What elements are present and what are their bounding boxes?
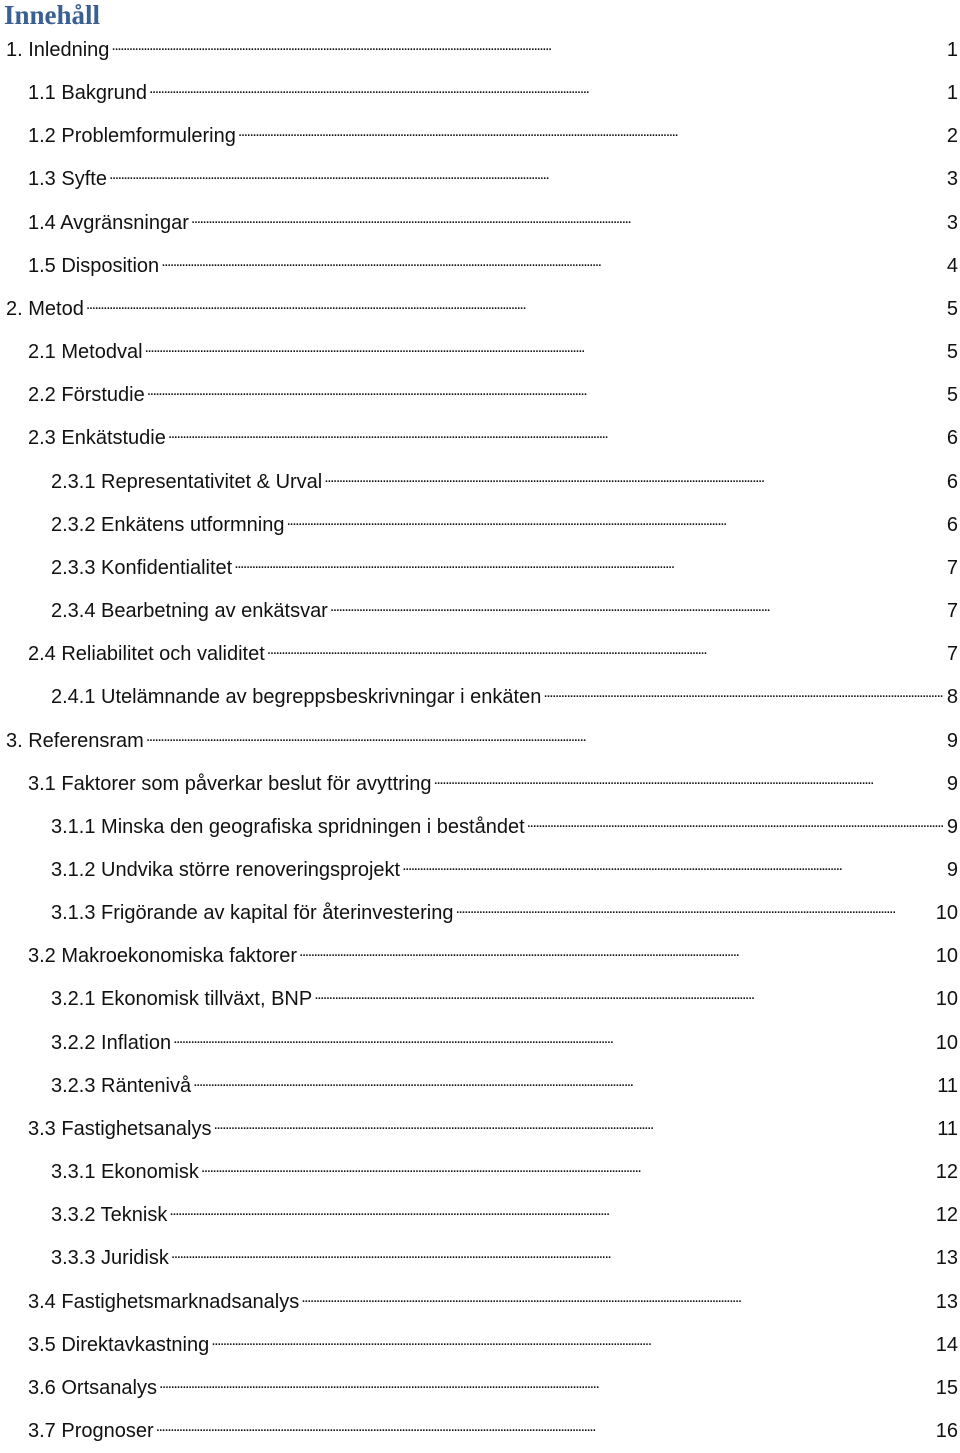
- toc-entry-page-number: 8: [946, 686, 958, 709]
- toc-entry-page-number: 6: [946, 470, 958, 493]
- toc-entry-title: 3.1 Faktorer som påverkar beslut för avyttring: [28, 772, 432, 795]
- toc-entry-title: 3. Referensram: [6, 729, 144, 752]
- toc-entry-title: 1.4 Avgränsningar: [28, 211, 189, 234]
- toc-entry-title: 3.3.3 Juridisk: [51, 1247, 169, 1270]
- dot-leader: [455, 899, 932, 919]
- toc-entry[interactable]: [0, 72, 960, 115]
- toc-entry-title: 1.3 Syfte: [28, 168, 107, 191]
- toc-entry-page-number: 11: [937, 1074, 958, 1097]
- toc-entry-page-number: 1: [946, 82, 958, 105]
- dot-leader: [324, 468, 943, 488]
- toc-entry[interactable]: [0, 935, 960, 978]
- dot-leader: [161, 252, 943, 272]
- toc-entry-page-number: 11: [937, 1117, 958, 1140]
- toc-entry-title: 3.3.1 Ekonomisk: [51, 1161, 199, 1184]
- dot-leader: [193, 1072, 934, 1092]
- toc-entry[interactable]: [0, 461, 960, 504]
- toc-entry-page-number: 1: [946, 39, 958, 61]
- dot-leader: [211, 1331, 933, 1351]
- toc-entry-page-number: 7: [946, 643, 958, 666]
- dot-leader: [168, 424, 943, 444]
- table-of-contents: [0, 29, 960, 1453]
- dot-leader: [286, 511, 943, 531]
- toc-entry-page-number: 10: [935, 945, 958, 968]
- toc-entry-title: 1.2 Problemformulering: [28, 125, 236, 148]
- dot-leader: [173, 1029, 933, 1049]
- toc-entry-page-number: 5: [946, 297, 958, 320]
- toc-entry-title: 3.3.2 Teknisk: [51, 1204, 168, 1227]
- toc-entry[interactable]: [0, 849, 960, 892]
- toc-entry[interactable]: [0, 978, 960, 1021]
- toc-entry-title: 1.5 Disposition: [28, 254, 160, 277]
- toc-entry-title: 2.3.4 Bearbetning av enkätsvar: [51, 600, 328, 623]
- toc-entry[interactable]: [0, 29, 960, 72]
- toc-entry-title: 2. Metod: [6, 297, 84, 320]
- dot-leader: [434, 770, 944, 790]
- toc-entry[interactable]: [0, 202, 960, 245]
- toc-entry-page-number: 9: [946, 815, 958, 838]
- toc-entry-page-number: 3: [946, 211, 958, 234]
- toc-heading: Innehåll: [4, 0, 101, 30]
- toc-entry[interactable]: [0, 1022, 960, 1065]
- toc-entry-title: 3.7 Prognoser: [28, 1420, 154, 1442]
- toc-entry-title: 2.3 Enkätstudie: [28, 427, 166, 450]
- dot-leader: [234, 554, 943, 574]
- toc-entry-page-number: 12: [935, 1161, 958, 1184]
- toc-entry-title: 3.1.1 Minska den geografiska spridningen i beståndet: [51, 815, 525, 838]
- toc-entry-title: 3.3 Fastighetsanalys: [28, 1117, 212, 1140]
- dot-leader: [109, 165, 943, 185]
- toc-entry-title: 3.2.3 Räntenivå: [51, 1074, 192, 1097]
- toc-entry[interactable]: [0, 417, 960, 460]
- toc-entry-title: 3.2.1 Ekonomisk tillväxt, BNP: [51, 988, 313, 1011]
- toc-entry[interactable]: [0, 1194, 960, 1237]
- toc-entry-page-number: 7: [946, 556, 958, 579]
- toc-entry[interactable]: [0, 331, 960, 374]
- toc-entry-page-number: 9: [946, 772, 958, 795]
- toc-entry-page-number: 13: [935, 1247, 958, 1270]
- toc-entry[interactable]: [0, 1237, 960, 1280]
- dot-leader: [147, 381, 943, 401]
- toc-entry[interactable]: [0, 158, 960, 201]
- toc-entry-page-number: 7: [946, 600, 958, 623]
- dot-leader: [402, 856, 943, 876]
- toc-entry-page-number: 13: [935, 1290, 958, 1313]
- dot-leader: [171, 1244, 933, 1264]
- toc-entry[interactable]: [0, 763, 960, 806]
- toc-entry[interactable]: [0, 1108, 960, 1151]
- toc-entry-page-number: 12: [935, 1204, 958, 1227]
- toc-entry[interactable]: [0, 547, 960, 590]
- toc-entry-title: 2.4.1 Utelämnande av begreppsbeskrivningar i enkäten: [51, 686, 542, 709]
- toc-entry-page-number: 14: [935, 1333, 958, 1356]
- dot-leader: [299, 942, 933, 962]
- dot-leader: [149, 79, 943, 99]
- dot-leader: [86, 295, 943, 315]
- toc-entry-page-number: 2: [946, 125, 958, 148]
- dot-leader: [330, 597, 943, 617]
- dot-leader: [301, 1288, 933, 1308]
- toc-entry[interactable]: [0, 590, 960, 633]
- toc-entry[interactable]: [0, 245, 960, 288]
- toc-entry[interactable]: [0, 633, 960, 676]
- toc-entry-page-number: 6: [946, 427, 958, 450]
- dot-leader: [159, 1374, 933, 1394]
- toc-entry-page-number: 10: [935, 988, 958, 1011]
- toc-entry-title: 3.5 Direktavkastning: [28, 1333, 210, 1356]
- toc-entry-page-number: 10: [935, 902, 958, 925]
- toc-entry-title: 2.3.2 Enkätens utformning: [51, 513, 285, 536]
- dot-leader: [201, 1158, 933, 1178]
- toc-entry-page-number: 3: [946, 168, 958, 191]
- toc-entry-title: 2.2 Förstudie: [28, 384, 145, 407]
- toc-entry-title: 2.4 Reliabilitet och validitet: [28, 643, 265, 666]
- toc-entry[interactable]: [0, 1281, 960, 1324]
- dot-leader: [145, 338, 943, 358]
- toc-entry[interactable]: [0, 720, 960, 763]
- toc-entry[interactable]: [0, 115, 960, 158]
- toc-entry[interactable]: [0, 892, 960, 935]
- toc-entry-page-number: 10: [935, 1031, 958, 1054]
- toc-entry[interactable]: [0, 1367, 960, 1410]
- toc-entry[interactable]: [0, 1151, 960, 1194]
- toc-entry[interactable]: [0, 1065, 960, 1108]
- dot-leader: [111, 36, 943, 56]
- toc-entry-title: 2.3.3 Konfidentialitet: [51, 556, 233, 579]
- toc-entry[interactable]: [0, 676, 960, 719]
- toc-entry-title: 3.1.2 Undvika större renoveringsprojekt: [51, 858, 401, 881]
- toc-entry[interactable]: [0, 504, 960, 547]
- toc-entry-title: 1. Inledning: [6, 39, 110, 61]
- dot-leader: [191, 209, 943, 229]
- dot-leader: [169, 1201, 932, 1221]
- toc-entry-page-number: 16: [935, 1420, 958, 1442]
- toc-entry[interactable]: [0, 288, 960, 331]
- dot-leader: [314, 985, 933, 1005]
- toc-entry-page-number: 9: [946, 729, 958, 752]
- dot-leader: [213, 1115, 934, 1135]
- toc-entry[interactable]: [0, 374, 960, 417]
- toc-entry-page-number: 5: [946, 341, 958, 364]
- toc-entry-page-number: 6: [946, 513, 958, 536]
- toc-entry-page-number: 5: [946, 384, 958, 407]
- toc-entry-page-number: 15: [935, 1376, 958, 1399]
- toc-entry-page-number: 4: [946, 254, 958, 277]
- dot-leader: [267, 640, 943, 660]
- toc-entry[interactable]: [0, 1324, 960, 1367]
- toc-entry[interactable]: [0, 806, 960, 849]
- toc-entry-title: 1.1 Bakgrund: [28, 82, 147, 105]
- toc-entry-title: 3.2.2 Inflation: [51, 1031, 172, 1054]
- toc-entry-title: 3.2 Makroekonomiska faktorer: [28, 945, 298, 968]
- dot-leader: [156, 1417, 933, 1437]
- toc-entry[interactable]: [0, 1410, 960, 1453]
- dot-leader: [543, 683, 943, 703]
- dot-leader: [146, 727, 943, 747]
- toc-entry-title: 3.4 Fastighetsmarknadsanalys: [28, 1290, 300, 1313]
- toc-entry-title: 2.1 Metodval: [28, 341, 143, 364]
- dot-leader: [527, 813, 943, 833]
- toc-entry-title: 2.3.1 Representativitet & Urval: [51, 470, 323, 493]
- dot-leader: [238, 122, 943, 142]
- toc-entry-page-number: 9: [946, 858, 958, 881]
- toc-entry-title: 3.6 Ortsanalys: [28, 1376, 157, 1399]
- toc-entry-title: 3.1.3 Frigörande av kapital för återinvestering: [51, 902, 454, 925]
